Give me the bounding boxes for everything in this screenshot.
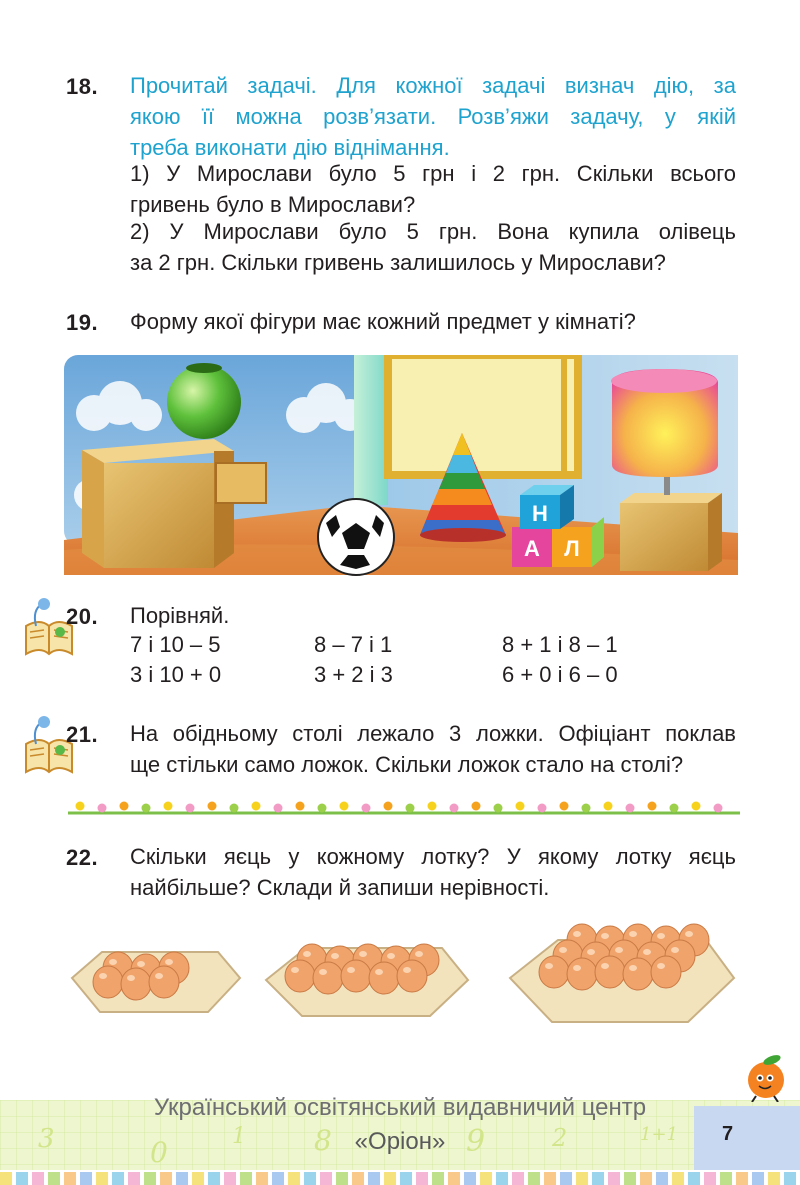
problem-line: за 2 грн. Скільки гривень залишилось у Мирослави?: [130, 250, 666, 275]
footer-stripe: [496, 1172, 508, 1185]
text-line: ще стільки само ложок. Скільки ложок стало на столі?: [130, 752, 684, 777]
footer-stripe: [656, 1172, 668, 1185]
egg-highlight: [347, 967, 355, 973]
footer-stripe: [64, 1172, 76, 1185]
footer-stripe: [528, 1172, 540, 1185]
egg-highlight: [657, 963, 665, 969]
footer-stripe: [256, 1172, 268, 1185]
footer-stripe: [160, 1172, 172, 1185]
flower-dot: [648, 802, 657, 811]
task-text: [130, 841, 736, 903]
problem-1: [130, 158, 736, 220]
publisher-brand: «Оріон»: [354, 1128, 446, 1155]
flower-dot: [450, 804, 459, 813]
text-line: Скільки яєць у кожному лотку? У якому лотку яєць: [130, 844, 736, 869]
egg-highlight: [643, 949, 651, 955]
egg: [651, 956, 681, 988]
flower-dot: [626, 804, 635, 813]
egg-highlight: [403, 967, 411, 973]
task-title: Порівняй.: [130, 603, 230, 628]
footer-stripe: [240, 1172, 252, 1185]
egg-highlight: [629, 931, 637, 937]
egg-highlight: [137, 961, 145, 967]
flower-dot: [120, 802, 129, 811]
task-number: 20.: [66, 604, 99, 629]
footer-stripe: [144, 1172, 156, 1185]
footer-stripe: [720, 1172, 732, 1185]
flower-dot: [604, 802, 613, 811]
task-number: 21.: [66, 722, 99, 747]
egg-highlight: [291, 967, 299, 973]
footer-stripe: [560, 1172, 572, 1185]
footer-stripe: [272, 1172, 284, 1185]
egg: [121, 968, 151, 1000]
page-number: 7: [722, 1123, 734, 1145]
footer-stripe: [768, 1172, 780, 1185]
flower-dot: [208, 802, 217, 811]
footer-stripe: [16, 1172, 28, 1185]
footer-stripe: [224, 1172, 236, 1185]
footer-stripe: [688, 1172, 700, 1185]
egg-highlight: [109, 959, 117, 965]
egg: [567, 958, 597, 990]
flower-dot: [494, 804, 503, 813]
footer-stripe: [400, 1172, 412, 1185]
footer-stripe: [288, 1172, 300, 1185]
decor-digit: 0: [150, 1136, 168, 1169]
egg-highlight: [615, 947, 623, 953]
task-instruction: [130, 70, 736, 163]
footer-stripe: [0, 1172, 12, 1185]
comparison-item: 3 + 2 і 3: [314, 662, 393, 687]
egg-tray-9: [262, 922, 472, 1027]
egg-highlight: [319, 969, 327, 975]
flower-dot: [582, 804, 591, 813]
cube-letter: Л: [564, 536, 580, 561]
egg-highlight: [545, 963, 553, 969]
flower-dot: [692, 802, 701, 811]
egg-highlight: [657, 933, 665, 939]
comparison-item: 8 + 1 і 8 – 1: [502, 632, 618, 657]
egg-highlight: [573, 931, 581, 937]
footer-stripe: [336, 1172, 348, 1185]
footer-stripe: [784, 1172, 796, 1185]
footer-stripe: [736, 1172, 748, 1185]
egg-tray-6: [68, 930, 244, 1025]
comparison-grid: [130, 630, 690, 692]
egg-highlight: [155, 973, 163, 979]
task-number: 19.: [66, 310, 99, 335]
text-line: На обідньому столі лежало 3 ложки. Офіціант поклав: [130, 721, 736, 746]
footer-decor-digits: [0, 1124, 690, 1169]
footer-stripe: [464, 1172, 476, 1185]
problem-line: 2) У Мирослави було 5 грн. Вона купила олівець: [130, 219, 736, 244]
task-text: [130, 718, 736, 780]
flower-dot: [362, 804, 371, 813]
footer-stripe: [416, 1172, 428, 1185]
instruction-line: якою її можна розв’язати. Розв’яжи задачу, у якій: [130, 104, 736, 129]
footer-stripe: [32, 1172, 44, 1185]
cube-letter: А: [524, 536, 540, 561]
footer-stripe: [624, 1172, 636, 1185]
egg: [369, 962, 399, 994]
problem-line: 1) У Мирослави було 5 грн і 2 грн. Скільки всього: [130, 161, 736, 186]
problem-line: гривень було в Мирослави?: [130, 192, 416, 217]
text-line: найбільше? Склади й запиши нерівності.: [130, 875, 550, 900]
footer-stripe: [752, 1172, 764, 1185]
egg-highlight: [629, 965, 637, 971]
footer-stripe: [368, 1172, 380, 1185]
egg-highlight: [573, 965, 581, 971]
task-text: Форму якої фігури має кожний предмет у кімнаті?: [130, 309, 636, 334]
footer-stripe: [544, 1172, 556, 1185]
flower-dot: [406, 804, 415, 813]
egg: [623, 958, 653, 990]
flower-dot: [384, 802, 393, 811]
footer-stripe: [512, 1172, 524, 1185]
egg-highlight: [303, 951, 311, 957]
egg-highlight: [165, 959, 173, 965]
egg: [341, 960, 371, 992]
comparison-item: 8 – 7 і 1: [314, 632, 393, 657]
flower-dot: [318, 804, 327, 813]
footer-stripe: [608, 1172, 620, 1185]
flower-dot: [516, 802, 525, 811]
decor-digit: 2: [552, 1124, 568, 1152]
flower-dot: [252, 802, 261, 811]
footer-stripe: [384, 1172, 396, 1185]
egg-tray-13: [506, 914, 738, 1034]
footer-stripe: [304, 1172, 316, 1185]
egg: [149, 966, 179, 998]
footer-stripe: [672, 1172, 684, 1185]
egg-highlight: [127, 975, 135, 981]
footer-stripe: [704, 1172, 716, 1185]
egg-highlight: [415, 951, 423, 957]
egg-highlight: [559, 947, 567, 953]
comparison-item: 7 і 10 – 5: [130, 632, 221, 657]
flower-dot: [186, 804, 195, 813]
footer-stripe: [432, 1172, 444, 1185]
egg-highlight: [359, 951, 367, 957]
footer-stripe: [448, 1172, 460, 1185]
flower-dot: [340, 802, 349, 811]
orange-mascot-icon: [738, 1052, 794, 1102]
egg-highlight: [671, 947, 679, 953]
footer-stripe: [176, 1172, 188, 1185]
task-number: 22.: [66, 845, 99, 870]
decor-digit: 9: [466, 1124, 486, 1159]
footer-stripe: [80, 1172, 92, 1185]
egg-highlight: [685, 931, 693, 937]
footer-stripe: [640, 1172, 652, 1185]
egg-highlight: [601, 963, 609, 969]
flower-dot: [428, 802, 437, 811]
footer-stripe: [128, 1172, 140, 1185]
footer-stripe: [208, 1172, 220, 1185]
egg-highlight: [587, 949, 595, 955]
task-number: 18.: [66, 74, 99, 99]
egg: [285, 960, 315, 992]
footer-stripe: [112, 1172, 124, 1185]
flower-dot: [296, 802, 305, 811]
egg-highlight: [99, 973, 107, 979]
problem-2: [130, 216, 736, 278]
decor-digit: 1: [232, 1124, 246, 1149]
footer-stripe: [48, 1172, 60, 1185]
egg: [397, 960, 427, 992]
egg: [539, 956, 569, 988]
egg-highlight: [601, 933, 609, 939]
egg: [313, 962, 343, 994]
egg-highlight: [331, 953, 339, 959]
flower-dot: [538, 804, 547, 813]
flower-dot: [164, 802, 173, 811]
footer-stripe: [192, 1172, 204, 1185]
footer-stripe: [352, 1172, 364, 1185]
flower-dot: [98, 804, 107, 813]
flower-dot: [142, 804, 151, 813]
egg-highlight: [375, 969, 383, 975]
flower-dot: [472, 802, 481, 811]
room-illustration: [64, 355, 738, 585]
footer-stripe: [320, 1172, 332, 1185]
footer-stripe: [592, 1172, 604, 1185]
footer-stripe: [576, 1172, 588, 1185]
comparison-item: 6 + 0 і 6 – 0: [502, 662, 618, 687]
instruction-line: треба виконати дію віднімання.: [130, 135, 450, 160]
flower-dot: [76, 802, 85, 811]
egg-highlight: [387, 953, 395, 959]
flower-dot: [714, 804, 723, 813]
footer-stripe: [480, 1172, 492, 1185]
flower-divider: [68, 796, 740, 818]
flower-dot: [230, 804, 239, 813]
flower-dot: [274, 804, 283, 813]
footer-stripe: [96, 1172, 108, 1185]
egg: [93, 966, 123, 998]
decor-digit: 3: [38, 1124, 55, 1154]
cube-letter: Н: [532, 501, 548, 526]
publisher-name: Український освітянський видавничий центр: [153, 1094, 647, 1121]
comparison-item: 3 і 10 + 0: [130, 662, 222, 687]
instruction-line: Прочитай задачі. Для кожної задачі визнач дію, за: [130, 73, 736, 98]
egg: [595, 956, 625, 988]
decor-digit: 8: [314, 1124, 332, 1157]
decor-digit: 1+1: [640, 1124, 678, 1145]
flower-dot: [670, 804, 679, 813]
flower-dot: [560, 802, 569, 811]
